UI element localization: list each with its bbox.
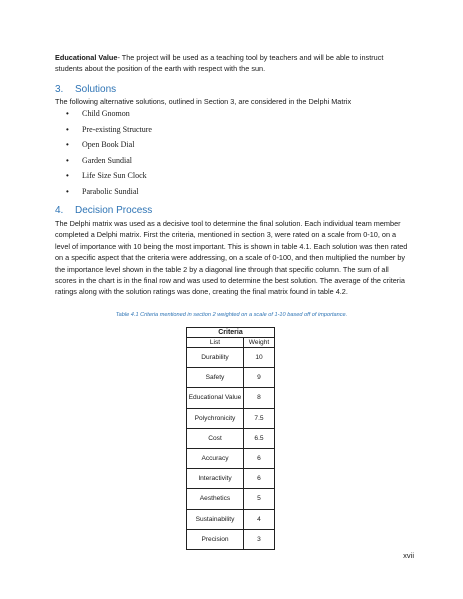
section-3-intro: The following alternative solutions, outlined in Section 3, are considered in the Delphi Matrix — [55, 97, 352, 106]
criterion-name: Aesthetics — [187, 489, 244, 509]
section-4-paragraph: The Delphi matrix was used as a decisive tool to determine the final solution. Each individual team member completed a Delphi matrix. First the criteria, mentioned in section 3, were rated on a scale from 0-10, on a level of importance with 10 being the most important. This is shown in table 4.1. Each solution was then rated on a specific aspect that the criteria were addressing, on a scale of 0-100, and then multiplied the number by the importance level shown in the table 2 by a diagonal line through that specific column. The sum of all scores in the chart is in the final row and was used to determine the best solution. The average of the criteria ratings along with the solution ratings was done, creating the final matrix found in table 4.2. — [55, 219, 408, 297]
table-row — [187, 428, 275, 448]
table-row — [187, 388, 275, 408]
criterion-weight: 10 — [244, 348, 275, 368]
criterion-name: Durability — [187, 348, 244, 368]
criterion-name: Safety — [187, 368, 244, 388]
criterion-name: Educational Value — [187, 388, 244, 408]
table-row — [187, 509, 275, 529]
criterion-weight: 9 — [244, 368, 275, 388]
table-row — [187, 489, 275, 509]
criterion-weight: 4 — [244, 509, 275, 529]
column-header-weight: Weight — [244, 338, 275, 348]
educational-value-label: Educational Value — [55, 53, 118, 62]
section-3-heading — [55, 84, 116, 95]
solutions-list — [66, 106, 152, 200]
criterion-weight: 8 — [244, 388, 275, 408]
list-item-label: Open Book Dial — [82, 140, 135, 150]
criterion-weight: 6.5 — [244, 428, 275, 448]
list-item-label: Child Gnomon — [82, 109, 130, 118]
criterion-name: Sustainability — [187, 509, 244, 529]
criterion-weight: 7.5 — [244, 408, 275, 428]
section-4-number: 4. — [55, 205, 64, 216]
bullet-icon: • — [66, 109, 69, 118]
criterion-weight: 3 — [244, 529, 275, 549]
section-3-number: 3. — [55, 84, 64, 95]
page-number: xvii — [403, 551, 414, 560]
criterion-name: Polychronicity — [187, 408, 244, 428]
list-item — [66, 122, 152, 138]
section-3-title: Solutions — [75, 84, 117, 95]
criterion-weight: 6 — [244, 469, 275, 489]
bullet-icon: • — [66, 140, 69, 150]
list-item — [66, 168, 152, 184]
criterion-weight: 5 — [244, 489, 275, 509]
list-item — [66, 106, 152, 122]
list-item — [66, 184, 152, 200]
criterion-name: Precision — [187, 529, 244, 549]
table-row — [187, 408, 275, 428]
list-item-label: Pre-existing Structure — [82, 124, 152, 134]
criterion-name: Accuracy — [187, 448, 244, 468]
section-4-heading — [55, 205, 152, 216]
bullet-icon: • — [66, 124, 69, 134]
criterion-weight: 6 — [244, 448, 275, 468]
table-row — [187, 529, 275, 549]
table-row — [187, 448, 275, 468]
section-4-title: Decision Process — [75, 205, 153, 216]
list-item-label: Garden Sundial — [82, 155, 132, 165]
list-item — [66, 153, 152, 169]
educational-value-text: - The project will be used as a teaching tool by teachers and will be able to instruct students about the position of the earth with respect with the sun. — [55, 53, 384, 74]
list-item — [66, 137, 152, 153]
table-row — [187, 368, 275, 388]
criterion-name: Cost — [187, 428, 244, 448]
list-item-label: Parabolic Sundial — [82, 186, 139, 196]
column-header-list: List — [187, 338, 244, 348]
bullet-icon: • — [66, 171, 69, 181]
criteria-table — [186, 327, 275, 550]
educational-value-paragraph — [55, 52, 411, 75]
criterion-name: Interactivity — [187, 469, 244, 489]
bullet-icon: • — [66, 155, 69, 165]
table-caption: Table 4.1 Criteria mentioned in section 2 weighted on a scale of 1-10 based off of importance. — [115, 312, 348, 318]
bullet-icon: • — [66, 186, 69, 196]
table-title: Criteria — [187, 328, 275, 338]
table-row — [187, 469, 275, 489]
list-item-label: Life Size Sun Clock — [82, 171, 147, 181]
table-row — [187, 348, 275, 368]
